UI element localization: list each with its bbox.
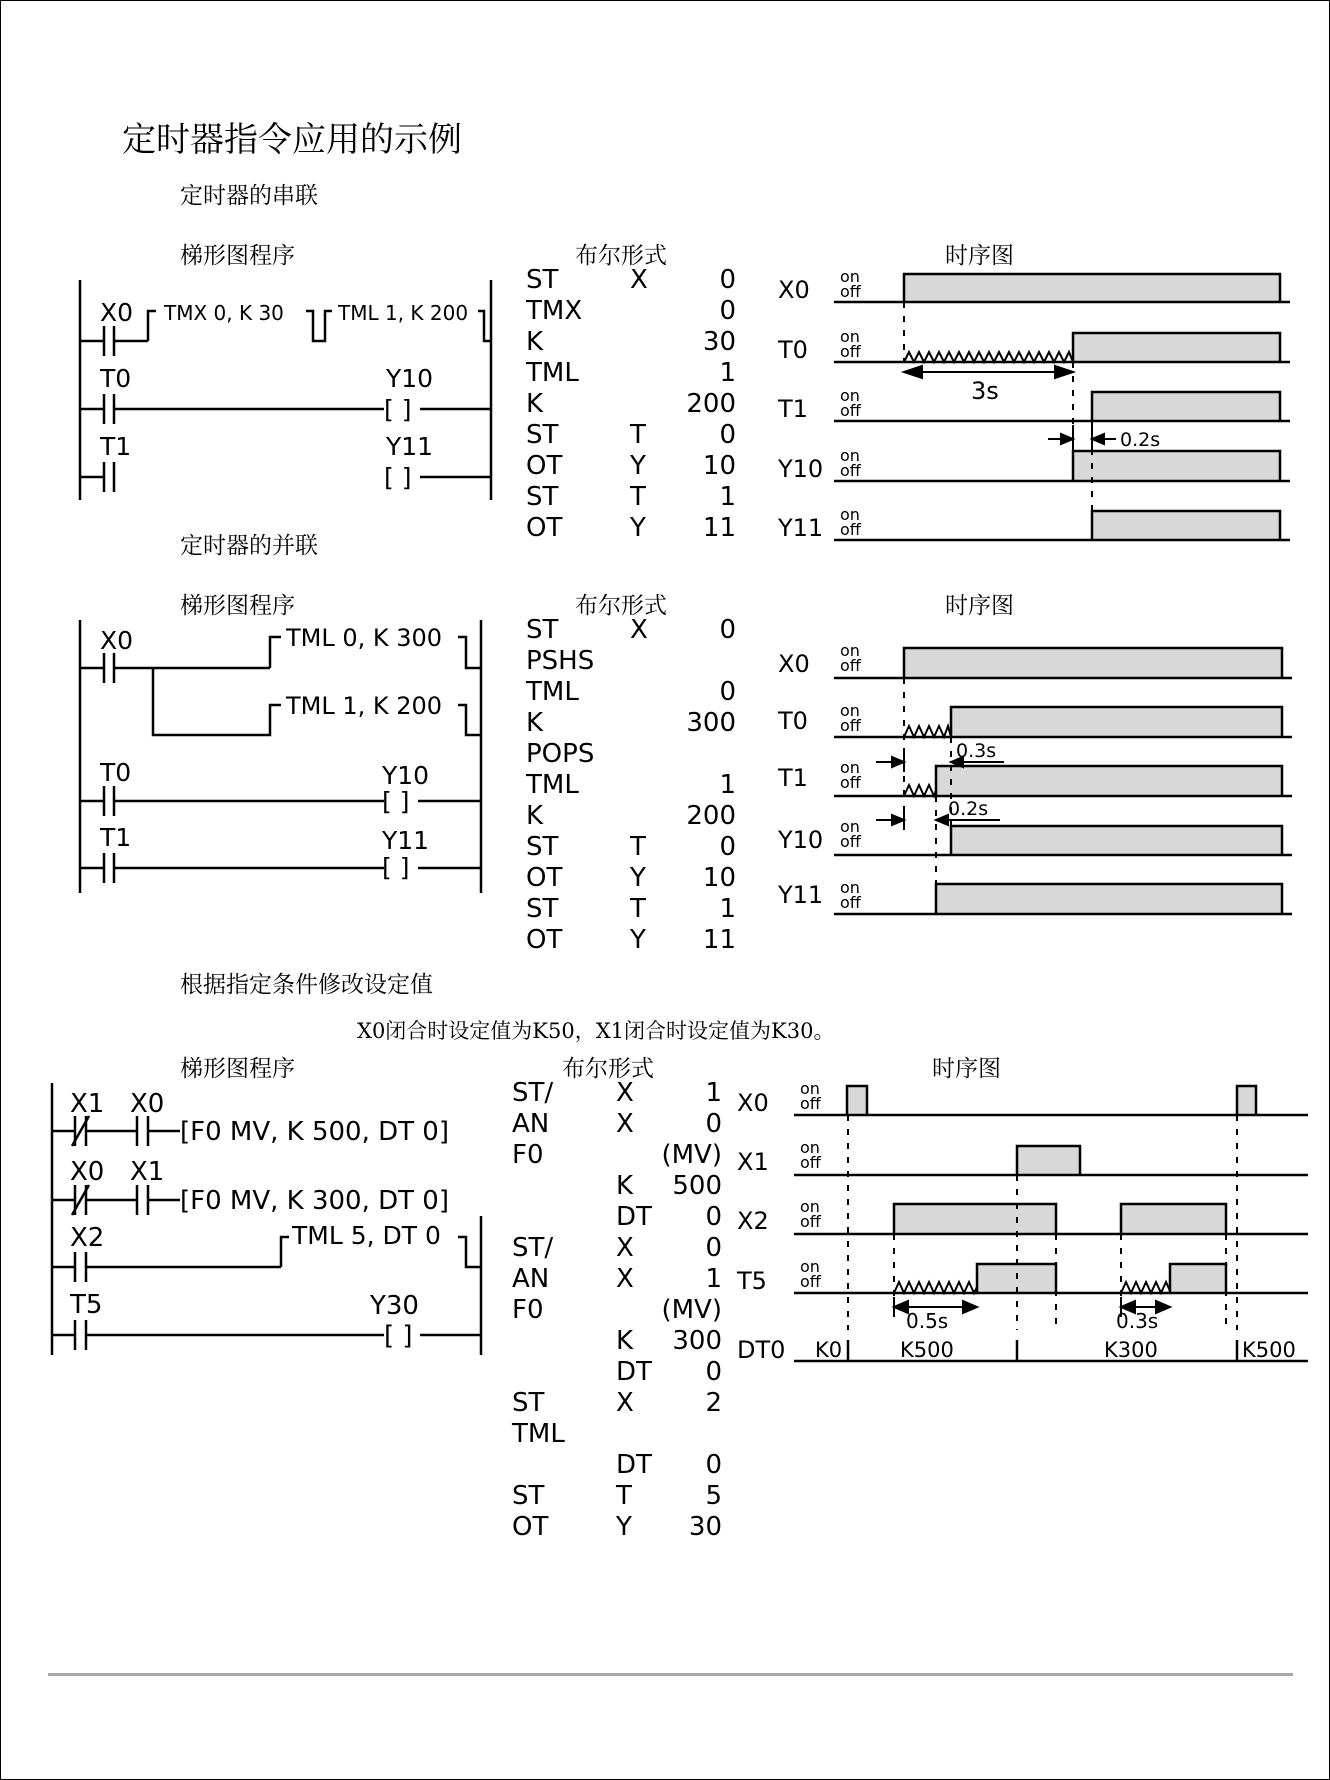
td2-t0-ramp bbox=[904, 726, 951, 737]
boolean-value: 300 bbox=[672, 1326, 722, 1356]
td1-y10-label: Y10 bbox=[778, 455, 824, 483]
boolean-value: 0 bbox=[719, 265, 736, 295]
boolean-operand: DT bbox=[616, 1357, 652, 1387]
td3-t5-pulse-2 bbox=[1170, 1264, 1226, 1293]
boolean-op: AN bbox=[512, 1264, 550, 1294]
td1-y10-pulse bbox=[1073, 451, 1280, 481]
ladder2-t1-label: T1 bbox=[100, 823, 132, 852]
header-timing-3: 时序图 bbox=[932, 1056, 1001, 1082]
boolean-value: 0 bbox=[719, 615, 736, 645]
td3-dt0-k0: K0 bbox=[815, 1338, 843, 1362]
td2-x0-on: on bbox=[840, 641, 860, 660]
boolean-operand: X bbox=[630, 615, 648, 645]
td3-x1-pulse bbox=[1017, 1146, 1080, 1175]
ladder3-x0-label: X0 bbox=[130, 1089, 165, 1119]
header-boolean-2: 布尔形式 bbox=[575, 593, 667, 619]
boolean-operand: T bbox=[630, 482, 646, 512]
boolean-op: ST/ bbox=[512, 1233, 554, 1263]
ladder1-t0-label: T0 bbox=[100, 364, 132, 393]
td2-t0-off: off bbox=[840, 716, 861, 735]
td1-delay-02s: 0.2s bbox=[1120, 429, 1161, 451]
td2-y10-pulse bbox=[951, 826, 1282, 855]
boolean-op: TML bbox=[526, 770, 579, 800]
section-parallel: 定时器的并联 bbox=[180, 533, 318, 559]
boolean-op: TML bbox=[526, 677, 579, 707]
boolean-operand: K bbox=[616, 1326, 634, 1356]
boolean-operand: T bbox=[630, 832, 646, 862]
td2-y11-off: off bbox=[840, 893, 861, 912]
boolean-value: 300 bbox=[686, 708, 736, 738]
ladder2-y10-coil: [ ] bbox=[382, 787, 410, 816]
td3-t5-on: on bbox=[800, 1257, 820, 1276]
td2-x0-pulse bbox=[904, 648, 1282, 678]
header-boolean-1: 布尔形式 bbox=[575, 243, 667, 269]
td3-x2-pulse-2 bbox=[1121, 1204, 1226, 1234]
td1-t0-off: off bbox=[840, 342, 861, 361]
ladder3-x1-label: X1 bbox=[70, 1089, 105, 1119]
boolean-value: 11 bbox=[702, 925, 736, 955]
section-series: 定时器的串联 bbox=[180, 183, 318, 209]
boolean-operand: X bbox=[616, 1264, 634, 1294]
boolean-operand: Y bbox=[630, 925, 646, 955]
td1-y10-on: on bbox=[840, 446, 860, 465]
boolean-operand: Y bbox=[630, 863, 646, 893]
td2-delay-02s: 0.2s bbox=[948, 798, 989, 820]
boolean-value: 11 bbox=[702, 513, 736, 543]
td2-y10-on: on bbox=[840, 817, 860, 836]
boolean-op: ST bbox=[526, 615, 559, 645]
boolean-value: 30 bbox=[702, 327, 736, 357]
td1-t1-on: on bbox=[840, 386, 860, 405]
td1-x0-pulse bbox=[904, 274, 1280, 302]
boolean-value: 0 bbox=[719, 677, 736, 707]
td3-delay-03s: 0.3s bbox=[1116, 1309, 1159, 1333]
boolean-op: K bbox=[526, 801, 544, 831]
boolean-value: 1 bbox=[705, 1264, 722, 1294]
ladder3-x1b-label: X1 bbox=[130, 1157, 165, 1187]
td2-t1-ramp bbox=[904, 785, 936, 796]
td2-y10-off: off bbox=[840, 832, 861, 851]
ladder3-y30-coil: [ ] bbox=[384, 1321, 413, 1351]
td3-dt0-k500: K500 bbox=[900, 1338, 954, 1362]
boolean-value: 2 bbox=[705, 1388, 722, 1418]
boolean-op: K bbox=[526, 708, 544, 738]
ladder3-t5-label: T5 bbox=[70, 1290, 103, 1320]
boolean-value: 1 bbox=[719, 482, 736, 512]
page-title: 定时器指令应用的示例 bbox=[122, 120, 462, 160]
ladder2-tml1-label: TML 1, K 200 bbox=[286, 692, 443, 720]
td3-x0-off: off bbox=[800, 1094, 821, 1113]
td3-delay-05s: 0.5s bbox=[906, 1309, 949, 1333]
ladder3-f0-500: [F0 MV, K 500, DT 0] bbox=[180, 1117, 449, 1147]
td3-dt0-k300: K300 bbox=[1104, 1338, 1158, 1362]
boolean-operand: X bbox=[616, 1233, 634, 1263]
header-timing-2: 时序图 bbox=[945, 593, 1014, 619]
boolean-value: 0 bbox=[705, 1233, 722, 1263]
td2-x0-label: X0 bbox=[778, 650, 810, 678]
boolean-operand: Y bbox=[616, 1512, 632, 1542]
ladder2-y11-coil: [ ] bbox=[382, 853, 410, 882]
td2-y11-label: Y11 bbox=[778, 881, 824, 909]
td3-x0-pulse-2 bbox=[1237, 1086, 1256, 1115]
td1-t1-off: off bbox=[840, 401, 861, 420]
td2-delay-03s: 0.3s bbox=[956, 740, 997, 762]
ladder1-tml-label: TML 1, K 200 bbox=[338, 301, 469, 325]
td3-x1-off: off bbox=[800, 1153, 821, 1172]
td2-y11-pulse bbox=[936, 884, 1282, 914]
boolean-op: ST bbox=[512, 1481, 545, 1511]
boolean-value: 0 bbox=[719, 420, 736, 450]
td1-delay-3s: 3s bbox=[971, 377, 999, 405]
td1-y10-off: off bbox=[840, 461, 861, 480]
td1-t1-pulse bbox=[1092, 392, 1280, 421]
td2-t0-label: T0 bbox=[778, 707, 808, 735]
boolean-op: ST bbox=[526, 832, 559, 862]
td3-x0-on: on bbox=[800, 1079, 820, 1098]
boolean-value: 0 bbox=[719, 832, 736, 862]
boolean-op: K bbox=[526, 327, 544, 357]
boolean-op: F0 bbox=[512, 1295, 544, 1325]
td1-t0-pulse bbox=[1073, 333, 1280, 362]
td3-x2-label: X2 bbox=[737, 1207, 769, 1235]
boolean-operand: DT bbox=[616, 1202, 652, 1232]
boolean-op: PSHS bbox=[526, 646, 595, 676]
boolean-operand: T bbox=[630, 420, 646, 450]
ladder3-y30-label: Y30 bbox=[370, 1291, 419, 1321]
boolean-op: ST/ bbox=[512, 1078, 554, 1108]
header-ladder-1: 梯形图程序 bbox=[180, 243, 295, 269]
td1-t0-on: on bbox=[840, 327, 860, 346]
boolean-op: ST bbox=[526, 420, 559, 450]
ladder1-t1-label: T1 bbox=[100, 432, 132, 461]
boolean-value: 0 bbox=[705, 1109, 722, 1139]
td1-x0-on: on bbox=[840, 267, 860, 286]
boolean-value: 500 bbox=[672, 1171, 722, 1201]
boolean-operand: X bbox=[616, 1109, 634, 1139]
ladder1-y10-label: Y10 bbox=[386, 364, 434, 393]
boolean-operand: DT bbox=[616, 1450, 652, 1480]
td3-t5-label: T5 bbox=[737, 1267, 767, 1295]
td3-t5-ramp-2 bbox=[1121, 1282, 1170, 1293]
td2-t1-off: off bbox=[840, 773, 861, 792]
boolean-operand: T bbox=[630, 894, 646, 924]
boolean-value: 1 bbox=[705, 1078, 722, 1108]
ladder1-y11-label: Y11 bbox=[386, 432, 434, 461]
td2-y11-on: on bbox=[840, 878, 860, 897]
td1-y11-on: on bbox=[840, 505, 860, 524]
td3-x2-pulse-1 bbox=[894, 1204, 1056, 1234]
td1-t1-label: T1 bbox=[778, 395, 808, 423]
boolean-operand: Y bbox=[630, 451, 646, 481]
td2-t1-label: T1 bbox=[778, 764, 808, 792]
ladder2-tml0-label: TML 0, K 300 bbox=[286, 624, 443, 652]
boolean-value: 10 bbox=[702, 863, 736, 893]
ladder1-x0-label: X0 bbox=[100, 298, 134, 327]
td3-x0-label: X0 bbox=[737, 1089, 769, 1117]
td1-x0-label: X0 bbox=[778, 276, 810, 304]
boolean-value: 0 bbox=[705, 1202, 722, 1232]
ladder2-y10-label: Y10 bbox=[382, 761, 430, 790]
boolean-op: OT bbox=[526, 451, 563, 481]
boolean-operand: Y bbox=[630, 513, 646, 543]
td1-y11-label: Y11 bbox=[778, 514, 824, 542]
ladder3-x2-label: X2 bbox=[70, 1223, 105, 1253]
boolean-op: ST bbox=[526, 482, 559, 512]
boolean-op: OT bbox=[526, 863, 563, 893]
header-ladder-3: 梯形图程序 bbox=[180, 1056, 295, 1082]
ladder1-tmx-label: TMX 0, K 30 bbox=[164, 301, 284, 325]
ladder2-y11-label: Y11 bbox=[382, 826, 430, 855]
td1-y11-pulse bbox=[1092, 511, 1280, 540]
td2-t1-on: on bbox=[840, 758, 860, 777]
td3-x1-label: X1 bbox=[737, 1148, 769, 1176]
td2-x0-off: off bbox=[840, 656, 861, 675]
boolean-op: AN bbox=[512, 1109, 550, 1139]
section-modify: 根据指定条件修改设定值 bbox=[180, 972, 433, 998]
header-ladder-2: 梯形图程序 bbox=[180, 593, 295, 619]
ladder2-t0-label: T0 bbox=[100, 758, 132, 787]
boolean-op: ST bbox=[526, 265, 559, 295]
boolean-value: 1 bbox=[719, 358, 736, 388]
boolean-operand: X bbox=[616, 1078, 634, 1108]
boolean-value: 1 bbox=[719, 894, 736, 924]
boolean-op: F0 bbox=[512, 1140, 544, 1170]
td3-x1-on: on bbox=[800, 1138, 820, 1157]
boolean-operand: T bbox=[616, 1481, 632, 1511]
td2-t1-pulse bbox=[936, 766, 1282, 796]
boolean-value: 10 bbox=[702, 451, 736, 481]
boolean-op: OT bbox=[512, 1512, 549, 1542]
td3-t5-off: off bbox=[800, 1272, 821, 1291]
ladder2-x0-label: X0 bbox=[100, 626, 134, 655]
boolean-op: OT bbox=[526, 925, 563, 955]
boolean-value: 30 bbox=[688, 1512, 722, 1542]
td3-dt0-label: DT0 bbox=[737, 1336, 786, 1364]
td3-t5-ramp-1 bbox=[894, 1282, 977, 1293]
boolean-value: 200 bbox=[686, 389, 736, 419]
boolean-value: 0 bbox=[705, 1450, 722, 1480]
td1-y11-off: off bbox=[840, 520, 861, 539]
boolean-op: TMX bbox=[526, 296, 583, 326]
boolean-value: (MV) bbox=[661, 1295, 722, 1325]
boolean-operand: X bbox=[630, 265, 648, 295]
ladder3-tml5-label: TML 5, DT 0 bbox=[292, 1221, 441, 1250]
td1-x0-off: off bbox=[840, 282, 861, 301]
boolean-op: K bbox=[526, 389, 544, 419]
td2-t0-on: on bbox=[840, 701, 860, 720]
td1-t0-ramp bbox=[904, 352, 1073, 362]
boolean-value: (MV) bbox=[661, 1140, 722, 1170]
boolean-op: TML bbox=[526, 358, 579, 388]
td3-x2-on: on bbox=[800, 1197, 820, 1216]
boolean-value: 0 bbox=[705, 1357, 722, 1387]
boolean-operand: K bbox=[616, 1171, 634, 1201]
td2-t0-pulse bbox=[951, 707, 1282, 737]
td1-t0-label: T0 bbox=[778, 336, 808, 364]
boolean-value: 5 bbox=[705, 1481, 722, 1511]
ladder3-f0-300: [F0 MV, K 300, DT 0] bbox=[180, 1186, 449, 1216]
ladder3-x0b-label: X0 bbox=[70, 1157, 105, 1187]
ladder1-y10-coil: [ ] bbox=[384, 395, 412, 424]
boolean-value: 1 bbox=[719, 770, 736, 800]
boolean-op: ST bbox=[512, 1388, 545, 1418]
boolean-op: TML bbox=[512, 1419, 565, 1449]
bottom-rule bbox=[48, 1673, 1293, 1676]
ladder1-y11-coil: [ ] bbox=[384, 463, 412, 492]
boolean-op: POPS bbox=[526, 739, 595, 769]
header-boolean-3: 布尔形式 bbox=[562, 1056, 654, 1082]
td3-x2-off: off bbox=[800, 1212, 821, 1231]
td3-dt0-k500-2: K500 bbox=[1242, 1338, 1296, 1362]
td3-x0-pulse-1 bbox=[847, 1086, 867, 1115]
boolean-op: ST bbox=[526, 894, 559, 924]
td2-y10-label: Y10 bbox=[778, 826, 824, 854]
header-timing-1: 时序图 bbox=[945, 243, 1014, 269]
boolean-operand: X bbox=[616, 1388, 634, 1418]
section-note: X0闭合时设定值为K50，X1闭合时设定值为K30。 bbox=[357, 1019, 835, 1043]
boolean-value: 200 bbox=[686, 801, 736, 831]
boolean-op: OT bbox=[526, 513, 563, 543]
boolean-value: 0 bbox=[719, 296, 736, 326]
